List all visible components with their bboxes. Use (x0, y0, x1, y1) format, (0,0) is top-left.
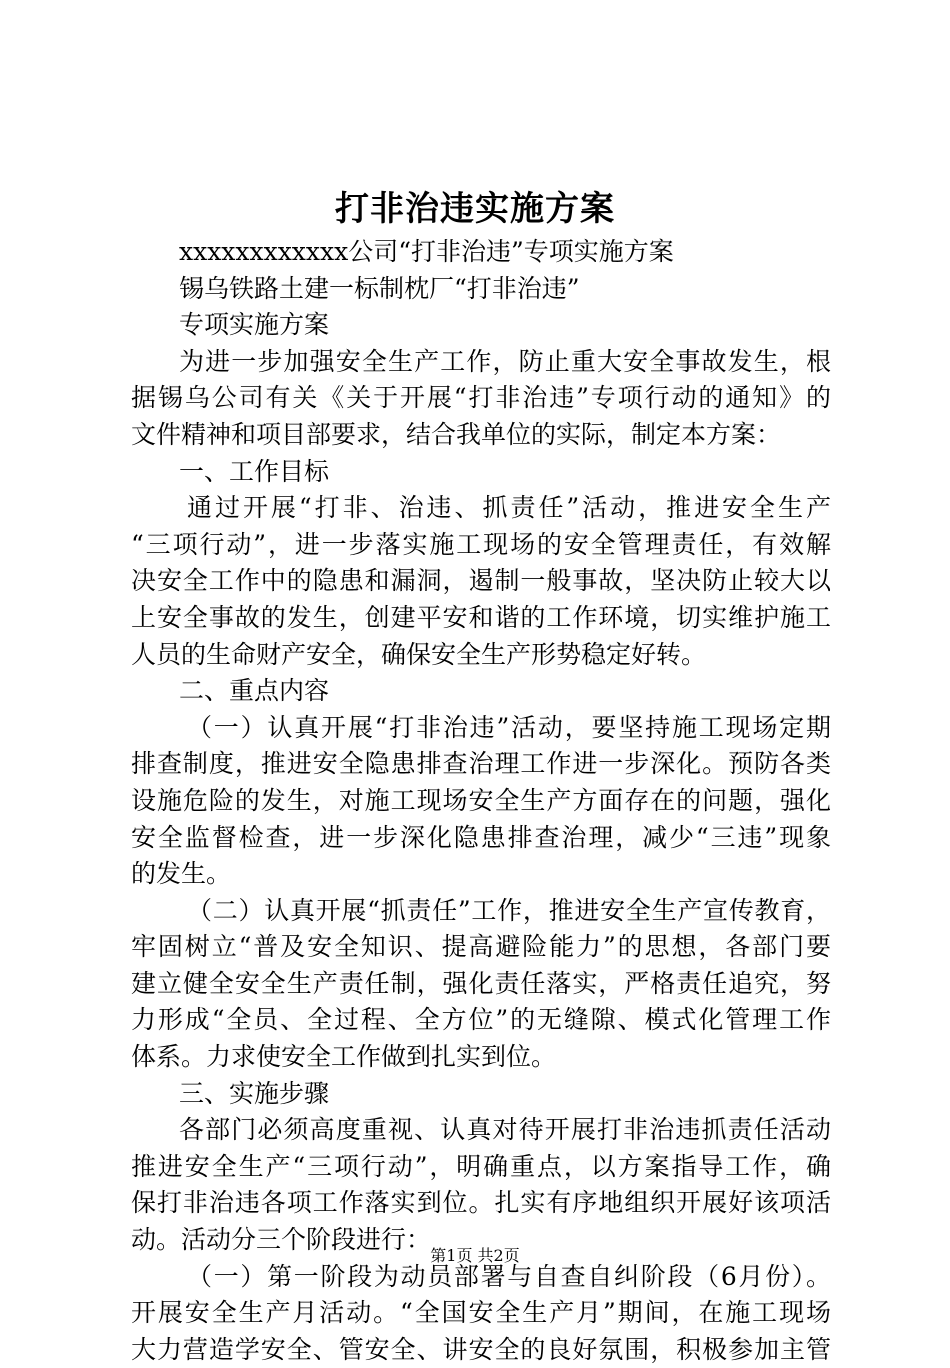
text-line: 体系。力求使安全工作做到扎实到位。 (131, 1042, 557, 1072)
text-line: 保打非治违各项工作落实到位。扎实有序地组织开展好该项活 (131, 1188, 831, 1218)
text-line: 设施危险的发生，对施工现场安全生产方面存在的问题，强化 (131, 785, 831, 815)
text-line: （一）认真开展“打非治违”活动，要坚持施工现场定期 (187, 712, 831, 742)
text-line: 通过开展“打非、治违、抓责任”活动，推进安全生产 (187, 493, 831, 523)
page-footer: 第1页 共2页 (430, 1246, 520, 1265)
text-line: 决安全工作中的隐患和漏洞，遏制一般事故，坚决防止较大以 (131, 566, 831, 596)
text-line: xxxxxxxxxxxx公司“打非治违”专项实施方案 (179, 237, 674, 266)
text-line: （二）认真开展“抓责任”工作，推进安全生产宣传教育， (187, 895, 831, 925)
text-line: 排查制度，推进安全隐患排查治理工作进一步深化。预防各类 (131, 749, 831, 779)
text-line: 力形成“全员、全过程、全方位”的无缝隙、模式化管理工作 (131, 1005, 831, 1035)
text-line: 据锡乌公司有关《关于开展“打非治违”专项行动的通知》的 (131, 383, 831, 413)
text-line: 开展安全生产月活动。“全国安全生产月”期间，在施工现场 (131, 1298, 831, 1328)
text-line: 安全监督检查，进一步深化隐患排查治理，减少“三违”现象 (131, 822, 831, 852)
text-line: 为进一步加强安全生产工作，防止重大安全事故发生，根 (179, 346, 831, 376)
text-line: 的发生。 (131, 859, 232, 889)
text-line: 各部门必须高度重视、认真对待开展打非治违抓责任活动 (179, 1115, 831, 1145)
section-heading: 三、实施步骤 (179, 1078, 330, 1108)
text-line: 动。活动分三个阶段进行： (131, 1225, 432, 1255)
section-heading: 一、工作目标 (179, 456, 330, 486)
text-line: 人员的生命财产安全，确保安全生产形势稳定好转。 (131, 639, 707, 669)
text-line: 牢固树立“普及安全知识、提高避险能力”的思想，各部门要 (131, 932, 831, 962)
text-line: 推进安全生产“三项行动”，明确重点，以方案指导工作，确 (131, 1151, 831, 1181)
text-line: 文件精神和项目部要求，结合我单位的实际，制定本方案： (131, 419, 782, 449)
text-line: 上安全事故的发生，创建平安和谐的工作环境，切实维护施工 (131, 602, 831, 632)
text-line: （一）第一阶段为动员部署与自查自纠阶段（6月份）。 (187, 1261, 831, 1291)
text-line: 建立健全安全生产责任制，强化责任落实，严格责任追究，努 (131, 968, 831, 998)
document-title: 打非治违实施方案 (335, 189, 615, 229)
text-line: 大力营造学安全、管安全、讲安全的良好氛围，积极参加主管 (131, 1334, 831, 1364)
text-line: 专项实施方案 (179, 310, 330, 340)
document-body (131, 234, 831, 1368)
text-line: “三项行动”，进一步落实施工现场的安全管理责任，有效解 (131, 529, 831, 559)
section-heading: 二、重点内容 (179, 676, 330, 706)
text-line: 锡乌铁路土建一标制枕厂“打非治违” (179, 273, 580, 303)
